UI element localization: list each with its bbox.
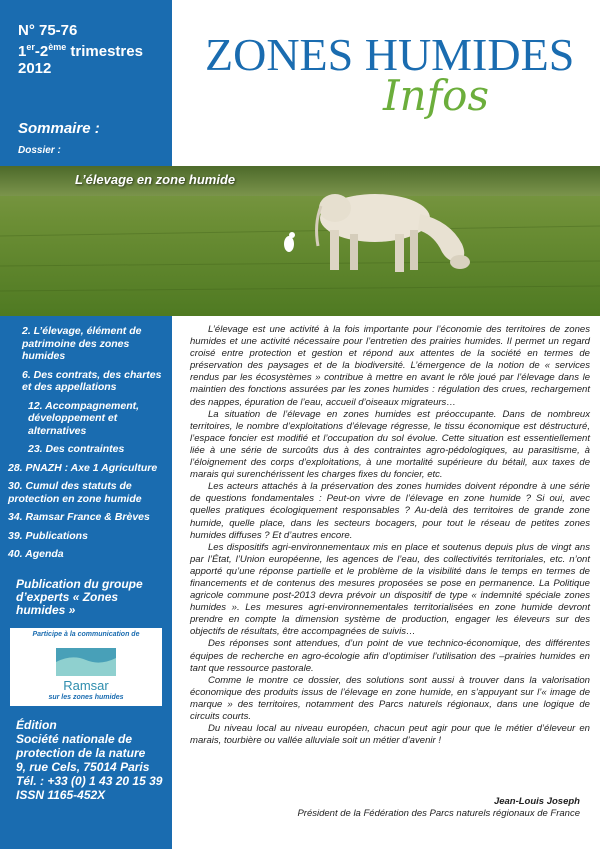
- toc-item[interactable]: 2. L’élevage, élément de patrimoine des zones humides: [22, 325, 142, 362]
- toc-item[interactable]: 34. Ramsar France & Brèves: [8, 511, 150, 523]
- ramsar-logo-icon: [54, 646, 118, 699]
- editorial-text: [190, 324, 590, 747]
- toc-item[interactable]: 28. PNAZH : Axe 1 Agriculture: [8, 461, 158, 474]
- toc-item[interactable]: 40. Agenda: [8, 548, 64, 560]
- issue-info: [18, 22, 143, 77]
- toc-item[interactable]: 30. Cumul des statuts de protection en zone humide: [8, 480, 142, 505]
- signature: [297, 796, 580, 820]
- masthead-subtitle: Infos: [383, 71, 490, 120]
- table-of-contents: [8, 325, 166, 567]
- editorial-paragraph: La situation de l’élevage en zones humides est préoccupante. Dans de nombreux territoires, le nombre d’exploitations d’élevage régresse, le tissu économique est déstructuré, l’espace foncier est modifié et l’occupation du sol évolue. Cette situation est essentiellement liée à une série de surcoûts dus à des contraintes agro-pédologiques, au parasitisme, à l’éloignement des corps d’exploitations, à une mortalité supérieure du bétail, aux taxes de marais qui surenchérissent les charges fixes du foncier, etc.: [190, 408, 590, 481]
- toc-item[interactable]: 6. Des contrats, des chartes et des appellations: [22, 368, 162, 393]
- toc-item[interactable]: 39. Publications: [8, 529, 88, 542]
- ramsar-box: [10, 628, 162, 706]
- toc-item[interactable]: 12. Accompagnement, développement et alternatives: [28, 399, 140, 437]
- edition-address: 9, rue Cels, 75014 Paris: [16, 760, 150, 774]
- editorial-paragraph: Les acteurs attachés à la préservation des zones humides doivent répondre à une série de questions fondamentales : Peut-on vivre de l’élevage en zone humide ? Si oui, avec quelles pratiques écologiquement responsables ? Au-delà des territoires de grande zone humide, quelle place, dans les secteurs bocagers, pour tout le réseau de petites zones humides diffuses ? Et d’autres encore.: [190, 481, 590, 541]
- editorial-paragraph: Les dispositifs agri-environnementaux mis en place et soutenus depuis plus de vingt ans par l’État, l’Union européenne, les agences de l’eau, des collectivités territoriales, etc. n’ont apporté qu’une réponse partielle et le problème de la visibilité dans le temps en termes de financements et de contenus des mesures proposées se pose en permanence. La Politique agricole commune post-2013 devra prévoir un dispositif de type « indemnité spéciale zones humides ». Les mesures agri-environnementales territorialisées en zone humide devront prendre en compte la dimension système de production, engager les éleveurs sur des objectifs de résultats, être accompagnées de suivis…: [190, 541, 590, 638]
- publication-credit: Publication du groupe d’experts « Zones humides »: [16, 577, 143, 617]
- ramsar-logo-text: Ramsar: [63, 678, 109, 693]
- editorial-paragraph: Comme le montre ce dossier, des solutions sont aussi à trouver dans la valorisation économique des produits issus de l’élevage en zone humide, en s’appuyant sur l’« image de marque » des territoires, notamment des Parcs naturels régionaux, dans une logique de circuits courts.: [190, 674, 590, 722]
- cover-photo: [0, 166, 600, 316]
- toc-item[interactable]: 23. Des contraintes: [28, 443, 125, 455]
- sommaire-label: Sommaire :: [18, 120, 100, 137]
- ramsar-caption: Participe à la communication de: [32, 631, 140, 638]
- ramsar-foot: sur les zones humides: [48, 694, 124, 701]
- dossier-title: L’élevage en zone humide: [75, 172, 236, 187]
- dossier-label: Dossier :: [18, 145, 61, 156]
- edition-label: Édition: [16, 718, 57, 732]
- issue-period: 1er-2ème trimestres: [18, 42, 143, 60]
- issue-year: 2012: [18, 60, 52, 77]
- editorial-paragraph: Du niveau local au niveau européen, chacun peut agir pour que le métier d’éleveur en marais, tourbière ou vallée alluviale soit un métier d’avenir !: [190, 723, 590, 747]
- edition-issn: ISSN 1165-452X: [16, 788, 106, 802]
- masthead-title: ZONES HUMIDES: [205, 29, 575, 80]
- editorial-paragraph: L’élevage est une activité à la fois importante pour l’économie des territoires de zones humides et une activité nécessaire pour l’entretien des prairies humides. Il permet un regard croisé entre protection et gestion et répond aux attentes de la société en termes de préservation des paysages et de la biodiversité. L’émergence de la notion de « services rendus par les écosystèmes » contribue à mettre en avant le rôle joué par l’élevage dans le maintien des fonctions assurées par les zones humides : régulation des crues, rechargement des nappes, épuration de l’eau, accueil d’oiseaux migrateurs…: [190, 324, 590, 408]
- edition-info: [16, 718, 168, 802]
- issue-number: N° 75-76: [18, 22, 78, 39]
- edition-tel: Tél. : +33 (0) 1 43 20 15 39: [16, 774, 163, 788]
- signature-name: Jean-Louis Joseph: [493, 796, 580, 807]
- edition-publisher: Société nationale de protection de la nature: [16, 732, 146, 760]
- signature-role: Président de la Fédération des Parcs naturels régionaux de France: [297, 808, 580, 819]
- editorial-paragraph: Des réponses sont attendues, d’un point de vue technico-économique, des différentes équipes de recherche en agro-écologie afin d’optimiser l’utilisation des –prairies humides en tant que ressource pastorale.: [190, 638, 590, 674]
